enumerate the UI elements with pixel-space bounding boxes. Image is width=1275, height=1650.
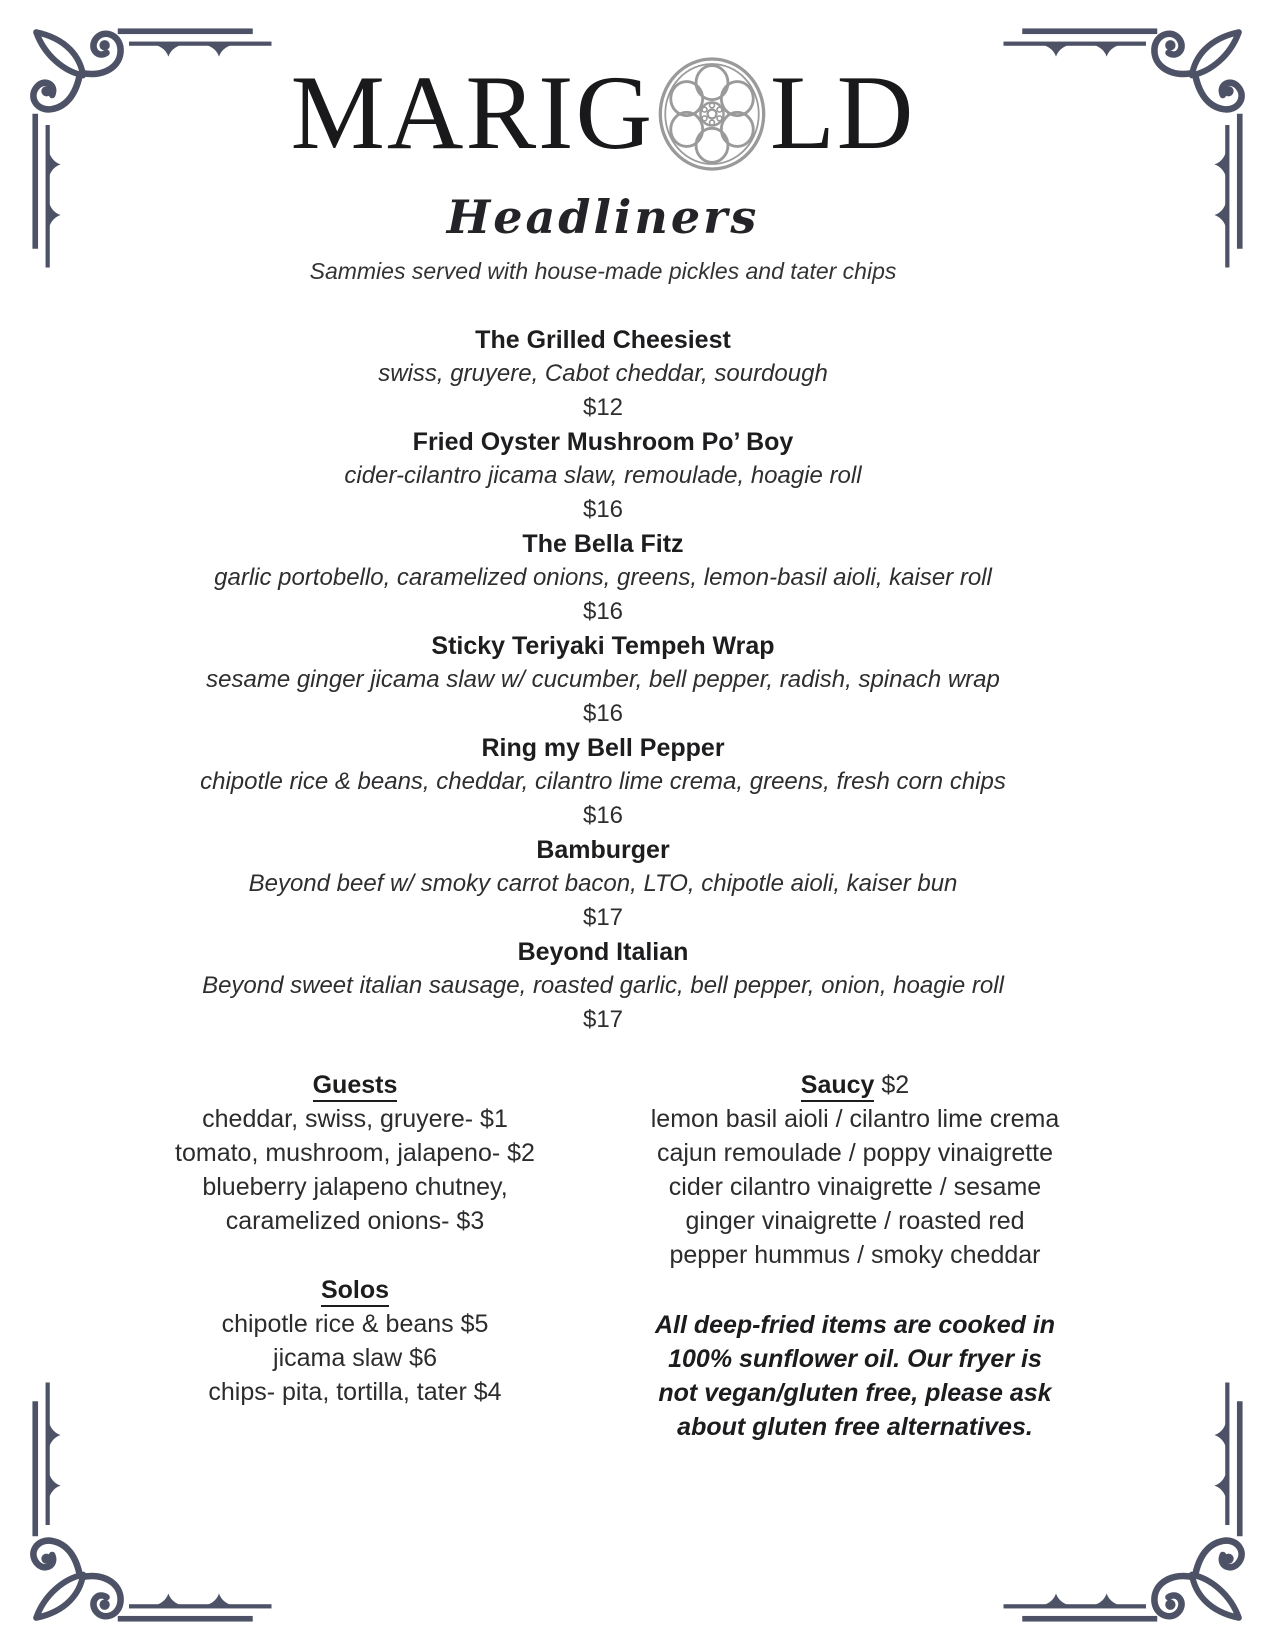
saucy-line: ginger vinaigrette / roasted red [685, 1207, 1025, 1235]
guests-line: caramelized onions- $3 [225, 1207, 485, 1235]
left-column [140, 1068, 570, 1409]
note-line: not vegan/gluten free, please ask [658, 1379, 1052, 1407]
solos-line: chips- pita, tortilla, tater $4 [208, 1378, 502, 1406]
item-name: The Bella Fitz [522, 530, 684, 558]
saucy-title [620, 1068, 1090, 1102]
item-price: $16 [582, 496, 624, 523]
solos-title [140, 1273, 570, 1307]
note-line: about gluten free alternatives. [677, 1413, 1033, 1441]
item-description: swiss, gruyere, Cabot cheddar, sourdough [378, 360, 828, 387]
menu-item [0, 425, 1206, 527]
headliners-list [0, 323, 1206, 1037]
solos-line: chipotle rice & beans $5 [221, 1310, 489, 1338]
guests-title-text: Guests [313, 1071, 398, 1102]
note-line: All deep-fried items are cooked in [654, 1311, 1056, 1339]
brand-text-right: LD [770, 54, 916, 171]
item-name: The Grilled Cheesiest [475, 326, 731, 354]
item-price: $17 [582, 904, 624, 931]
guests-title [140, 1068, 570, 1102]
menu-item [0, 833, 1206, 935]
item-description: garlic portobello, caramelized onions, greens, lemon-basil aioli, kaiser roll [214, 564, 992, 591]
menu-item [0, 935, 1206, 1037]
item-price: $17 [582, 1006, 624, 1033]
menu-item [0, 731, 1206, 833]
menu-item [0, 527, 1206, 629]
section-subtitle: Sammies served with house-made pickles and tater chips [309, 258, 897, 284]
saucy-price: $2 [881, 1071, 910, 1099]
solos-title-text: Solos [321, 1276, 389, 1307]
item-description: sesame ginger jicama slaw w/ cucumber, bell pepper, radish, spinach wrap [206, 666, 1000, 693]
item-name: Beyond Italian [517, 938, 689, 966]
guests-line: blueberry jalapeno chutney, [202, 1173, 508, 1201]
item-price: $16 [582, 802, 624, 829]
item-name: Fried Oyster Mushroom Po’ Boy [412, 428, 794, 456]
item-price: $16 [582, 598, 624, 625]
saucy-line: lemon basil aioli / cilantro lime crema [650, 1105, 1060, 1133]
brand-logo [0, 50, 1206, 176]
item-description: chipotle rice & beans, cheddar, cilantro lime crema, greens, fresh corn chips [200, 768, 1006, 795]
saucy-line: pepper hummus / smoky cheddar [669, 1241, 1041, 1269]
note-line: 100% sunflower oil. Our fryer is [668, 1345, 1042, 1373]
saucy-line: cajun remoulade / poppy vinaigrette [656, 1139, 1054, 1167]
guests-line: cheddar, swiss, gruyere- $1 [202, 1105, 508, 1133]
guests-line: tomato, mushroom, jalapeno- $2 [175, 1139, 535, 1167]
item-description: cider-cilantro jicama slaw, remoulade, hoagie roll [344, 462, 862, 489]
solos-line: jicama slaw $6 [273, 1344, 437, 1372]
brand-text-left: MARIG [290, 54, 655, 171]
item-description: Beyond sweet italian sausage, roasted garlic, bell pepper, onion, hoagie roll [202, 972, 1004, 999]
guests-section [140, 1068, 570, 1238]
item-name: Ring my Bell Pepper [481, 734, 725, 762]
item-name: Sticky Teriyaki Tempeh Wrap [431, 632, 775, 660]
item-description: Beyond beef w/ smoky carrot bacon, LTO, chipotle aioli, kaiser bun [248, 870, 958, 897]
solos-section [140, 1273, 570, 1409]
saucy-section [620, 1068, 1090, 1272]
menu-item [0, 629, 1206, 731]
item-price: $12 [582, 394, 624, 421]
item-price: $16 [582, 700, 624, 727]
saucy-line: cider cilantro vinaigrette / sesame [668, 1173, 1042, 1201]
film-reel-icon [657, 55, 767, 173]
fryer-note [620, 1308, 1090, 1444]
item-name: Bamburger [536, 836, 670, 864]
section-title: Headliners [446, 190, 760, 244]
menu-item [0, 323, 1206, 425]
saucy-title-text: Saucy [801, 1071, 875, 1102]
right-column [620, 1068, 1090, 1444]
